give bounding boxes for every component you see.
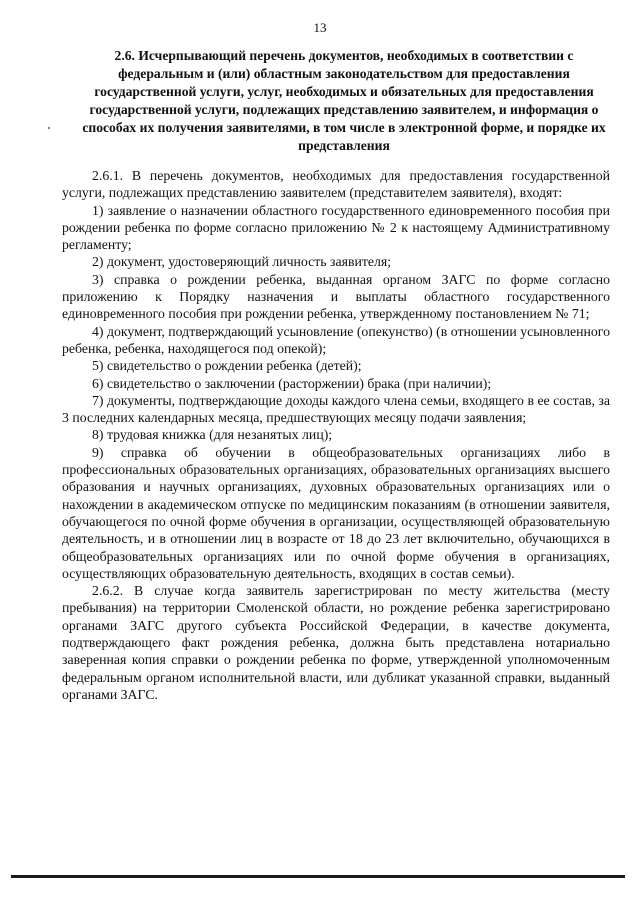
section-heading: 2.6. Исчерпывающий перечень документов, необходимых в соответствии с федеральным и (или) областным законодательством для предоставления государственной услуги, услуг, необходимых и обязательных для предоставления государственной услуги, подлежащих представлению заявителем, и информация о способах их получения заявителями, в том числе в электронной форме, и порядке их представления [82, 48, 606, 153]
list-item-3: 3) справка о рождении ребенка, выданная органом ЗАГС по форме согласно приложению к Порядку назначения и выплаты областного государственного единовременного пособия при рождении ребенка, утвержденному постановлением № 71; [62, 271, 610, 322]
paragraph-2-6-1: 2.6.1. В перечень документов, необходимых для предоставления государственной услуги, подлежащих представлению заявителем (представителем заявителя), входят: [62, 168, 610, 201]
scan-speck [48, 127, 50, 129]
paragraph-2-6-2: 2.6.2. В случае когда заявитель зарегистрирован по месту жительства (месту пребывания) на территории Смоленской области, но рождение ребенка зарегистрировано органами ЗАГС другого субъекта Российской Федерации, в качестве документа, подтверждающего факт рождения ребенка, должна быть представлена нотариально заверенная копия справки о рождении ребенка по форме, утвержденной уполномоченным федеральным органом исполнительной власти, или дубликат указанной справки, выданный органами ЗАГС. [62, 583, 610, 702]
list-item-2: 2) документ, удостоверяющий личность заявителя; [92, 254, 392, 270]
list-item-6: 6) свидетельство о заключении (расторжении) брака (при наличии); [92, 375, 492, 391]
bottom-divider [11, 875, 625, 878]
list-item-5: 5) свидетельство о рождении ребенка (детей); [92, 358, 362, 374]
list-item-1: 1) заявление о назначении областного государственного единовременного пособия при рождении ребенка по форме согласно приложению № 2 к настоящему Административному регламенту; [62, 202, 610, 253]
list-item-4: 4) документ, подтверждающий усыновление (опекунство) (в отношении усыновленного ребенка, ребенка, находящегося под опекой); [62, 323, 610, 356]
list-item-8: 8) трудовая книжка (для незанятых лиц); [92, 427, 333, 443]
list-item-7: 7) документы, подтверждающие доходы каждого члена семьи, входящего в ее состав, за 3 последних календарных месяца, предшествующих месяцу подачи заявления; [62, 392, 610, 426]
page-number: 13 [313, 20, 327, 35]
list-item-9: 9) справка об обучении в общеобразовательных организациях либо в профессиональных образовательных организациях, образовательных организациях высшего образования и научных организациях, духовных образовательных организациях или о нахождении в академическом отпуске по медицинским показаниям (в отношении заявителя, обучающегося по очной форме обучения в организации, осуществляющей образовательную деятельность, и в отношении лиц в возрасте от 18 до 23 лет включительно, обучающихся в общеобразовательных организациях или по очной форме обучения в организациях, осуществляющих образовательную деятельность, входящих в состав семьи). [62, 444, 610, 581]
body-text [62, 167, 610, 703]
